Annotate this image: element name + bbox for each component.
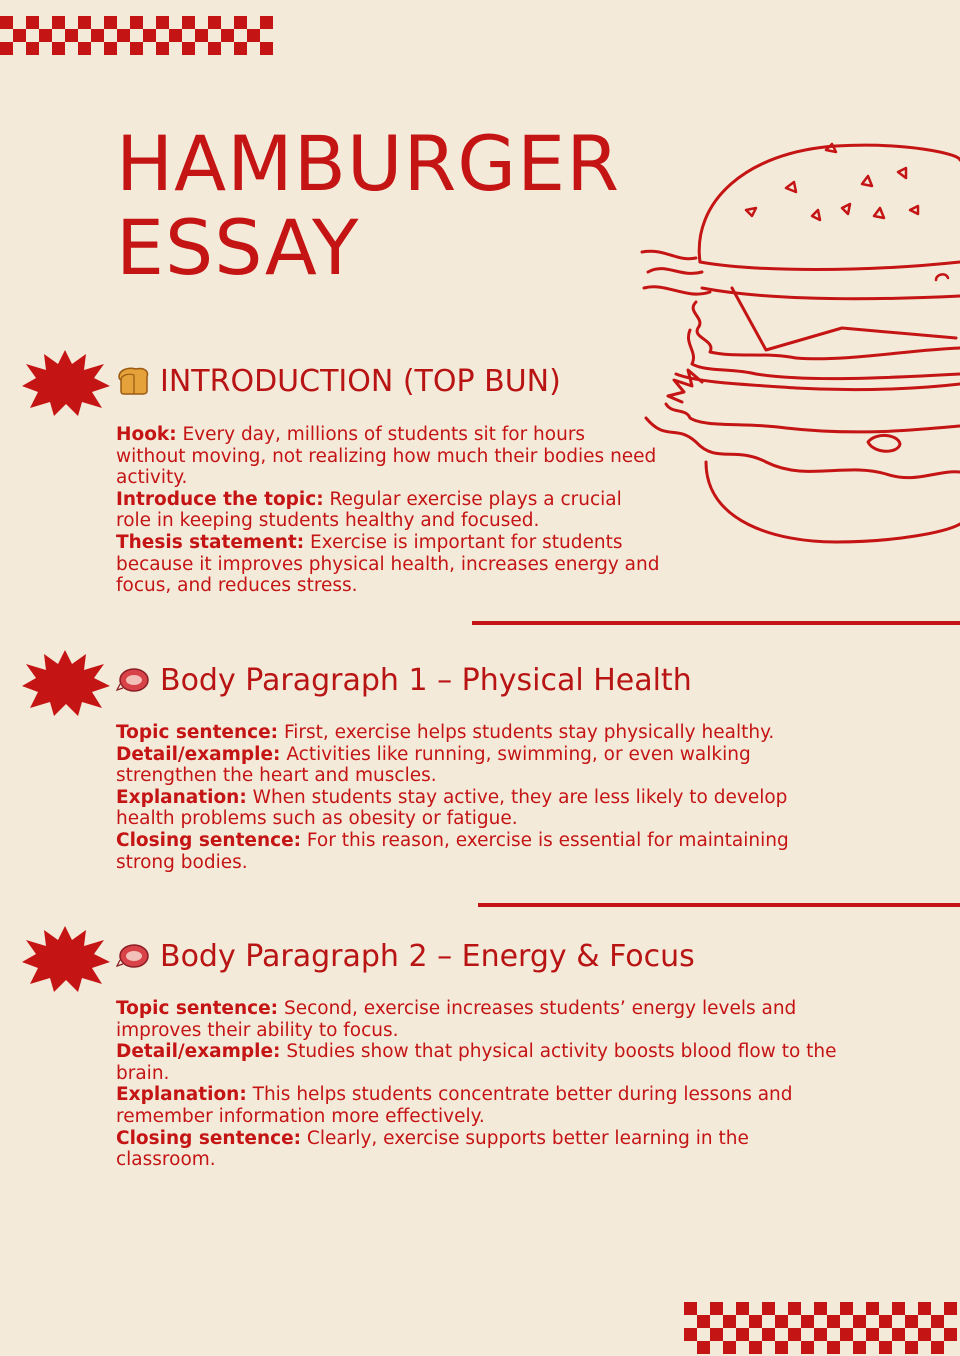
essay-line-thesis xyxy=(116,532,660,597)
essay-line-label: Closing sentence: xyxy=(116,1127,302,1149)
checker-square xyxy=(710,1315,723,1328)
bread-icon xyxy=(116,365,150,395)
checker-square xyxy=(684,1302,697,1315)
checker-square xyxy=(931,1341,944,1354)
essay-line-text: Studies show that physical activity boosts blood flow to the brain. xyxy=(116,1041,837,1084)
checker-square xyxy=(892,1341,905,1354)
checker-square xyxy=(892,1302,905,1315)
essay-line-explanation xyxy=(116,787,836,830)
essay-line-label: Hook: xyxy=(116,424,177,445)
checker-square xyxy=(221,16,234,29)
checker-square xyxy=(247,29,260,42)
checker-square xyxy=(182,16,195,29)
checker-square xyxy=(788,1328,801,1341)
checker-square xyxy=(879,1302,892,1315)
checker-square xyxy=(905,1315,918,1328)
checker-square xyxy=(736,1341,749,1354)
checker-square xyxy=(827,1302,840,1315)
checker-square xyxy=(749,1341,762,1354)
burst-icon xyxy=(20,924,110,994)
section-heading-introduction xyxy=(116,364,561,400)
checker-square xyxy=(684,1328,697,1341)
burst-icon xyxy=(20,648,110,718)
checker-square xyxy=(52,42,65,55)
section-divider xyxy=(472,621,960,625)
checker-square xyxy=(879,1341,892,1354)
checker-square xyxy=(182,42,195,55)
checker-square xyxy=(104,16,117,29)
section-heading-label: INTRODUCTION (TOP BUN) xyxy=(160,364,561,399)
checker-square xyxy=(736,1302,749,1315)
checker-square xyxy=(723,1341,736,1354)
essay-line-closing xyxy=(116,1128,846,1171)
checker-square xyxy=(195,42,208,55)
checker-square xyxy=(52,16,65,29)
essay-line-label: Topic sentence: xyxy=(116,998,279,1019)
essay-line-detail xyxy=(116,744,836,787)
checker-square xyxy=(39,29,52,42)
checker-square xyxy=(931,1328,944,1341)
section-body-introduction xyxy=(116,424,660,597)
checker-square xyxy=(697,1315,710,1328)
essay-line-hook xyxy=(116,424,660,489)
checker-square xyxy=(879,1315,892,1328)
essay-line-label: Thesis statement: xyxy=(116,531,305,553)
essay-line-text: Second, exercise increases students’ energy levels and improves their ability to focus. xyxy=(116,998,797,1041)
essay-line-label: Introduce the topic: xyxy=(116,488,324,510)
checker-square xyxy=(840,1302,853,1315)
checker-square xyxy=(762,1328,775,1341)
checker-square xyxy=(104,42,117,55)
checker-square xyxy=(91,16,104,29)
checker-square xyxy=(723,1302,736,1315)
checker-square xyxy=(684,1315,697,1328)
essay-line-detail xyxy=(116,1041,846,1084)
checker-square xyxy=(91,42,104,55)
checker-square xyxy=(814,1302,827,1315)
essay-line-text: Regular exercise plays a crucial role in keeping students healthy and focused. xyxy=(116,488,622,532)
checker-square xyxy=(944,1315,957,1328)
checker-square xyxy=(788,1315,801,1328)
checker-square xyxy=(234,16,247,29)
title-line-2: ESSAY xyxy=(116,203,360,292)
essay-line-text: Exercise is important for students because it improves physical health, increases energy and focus, and reduces stress. xyxy=(116,531,660,597)
essay-line-closing xyxy=(116,830,836,873)
essay-line-label: Explanation: xyxy=(116,786,247,808)
checker-square xyxy=(91,29,104,42)
checker-square xyxy=(814,1341,827,1354)
checker-square xyxy=(195,16,208,29)
checker-square xyxy=(52,29,65,42)
checker-square xyxy=(944,1341,957,1354)
checker-square xyxy=(260,16,273,29)
checker-square xyxy=(710,1328,723,1341)
checker-square xyxy=(918,1302,931,1315)
checker-square xyxy=(697,1328,710,1341)
checker-square xyxy=(840,1328,853,1341)
checker-square xyxy=(736,1328,749,1341)
checker-square xyxy=(801,1328,814,1341)
checker-square xyxy=(918,1341,931,1354)
checker-square xyxy=(260,42,273,55)
checker-square xyxy=(749,1302,762,1315)
checker-square xyxy=(749,1315,762,1328)
checker-square xyxy=(78,16,91,29)
essay-line-label: Explanation: xyxy=(116,1084,247,1106)
checker-square xyxy=(814,1315,827,1328)
checker-square xyxy=(853,1328,866,1341)
checker-square xyxy=(221,29,234,42)
checker-square xyxy=(905,1302,918,1315)
essay-line-text: First, exercise helps students stay physically healthy. xyxy=(278,722,775,743)
checker-square xyxy=(866,1341,879,1354)
essay-line-topic xyxy=(116,489,660,532)
checker-square xyxy=(143,42,156,55)
checker-banner-top xyxy=(0,16,273,55)
section-heading-label: Body Paragraph 2 – Energy & Focus xyxy=(160,939,695,974)
checker-square xyxy=(762,1341,775,1354)
checker-square xyxy=(13,16,26,29)
checker-square xyxy=(0,29,13,42)
checker-square xyxy=(749,1328,762,1341)
essay-line-label: Topic sentence: xyxy=(116,722,279,743)
checker-square xyxy=(801,1302,814,1315)
checker-square xyxy=(918,1328,931,1341)
checker-square xyxy=(710,1302,723,1315)
checker-square xyxy=(182,29,195,42)
checker-square xyxy=(0,16,13,29)
checker-square xyxy=(827,1328,840,1341)
essay-line-label: Closing sentence: xyxy=(116,829,302,851)
section-heading-label: Body Paragraph 1 – Physical Health xyxy=(160,663,692,698)
checker-square xyxy=(208,42,221,55)
checker-square xyxy=(39,42,52,55)
checker-square xyxy=(39,16,52,29)
meat-icon xyxy=(116,940,150,970)
checker-square xyxy=(260,29,273,42)
essay-line-label: Detail/example: xyxy=(116,1041,281,1063)
checker-square xyxy=(117,29,130,42)
checker-square xyxy=(130,16,143,29)
checker-square xyxy=(156,42,169,55)
checker-square xyxy=(827,1341,840,1354)
checker-square xyxy=(853,1315,866,1328)
checker-square xyxy=(723,1328,736,1341)
essay-line-topic xyxy=(116,722,836,744)
checker-square xyxy=(117,16,130,29)
checker-square xyxy=(169,16,182,29)
checker-square xyxy=(247,16,260,29)
checker-square xyxy=(814,1328,827,1341)
checker-square xyxy=(866,1328,879,1341)
checker-square xyxy=(156,29,169,42)
checker-square xyxy=(892,1328,905,1341)
checker-square xyxy=(208,16,221,29)
checker-square xyxy=(684,1341,697,1354)
checker-square xyxy=(944,1302,957,1315)
checker-square xyxy=(827,1315,840,1328)
checker-square xyxy=(247,42,260,55)
checker-square xyxy=(879,1328,892,1341)
essay-line-text: When students stay active, they are less likely to develop health problems such as obesity or fatigue. xyxy=(116,786,788,830)
checker-square xyxy=(840,1315,853,1328)
checker-square xyxy=(905,1341,918,1354)
checker-square xyxy=(801,1341,814,1354)
title-line-1: HAMBURGER xyxy=(116,119,621,208)
essay-line-text: Clearly, exercise supports better learning in the classroom. xyxy=(116,1127,749,1171)
checker-square xyxy=(892,1315,905,1328)
essay-line-label: Detail/example: xyxy=(116,743,281,765)
checker-square xyxy=(801,1315,814,1328)
checker-square xyxy=(944,1328,957,1341)
checker-square xyxy=(905,1328,918,1341)
checker-square xyxy=(26,29,39,42)
checker-square xyxy=(853,1302,866,1315)
checker-square xyxy=(736,1315,749,1328)
checker-square xyxy=(169,29,182,42)
page-title xyxy=(116,119,621,292)
essay-line-explanation xyxy=(116,1084,846,1127)
checker-square xyxy=(234,29,247,42)
checker-square xyxy=(918,1315,931,1328)
checker-square xyxy=(143,16,156,29)
checker-square xyxy=(26,16,39,29)
checker-square xyxy=(775,1315,788,1328)
checker-square xyxy=(221,42,234,55)
hamburger-illustration xyxy=(636,112,960,572)
checker-square xyxy=(775,1302,788,1315)
essay-line-topic xyxy=(116,998,846,1041)
essay-line-text: Activities like running, swimming, or even walking strengthen the heart and muscles. xyxy=(116,743,751,787)
checker-square xyxy=(78,29,91,42)
checker-square xyxy=(710,1341,723,1354)
checker-square xyxy=(130,29,143,42)
checker-square xyxy=(762,1315,775,1328)
checker-square xyxy=(840,1341,853,1354)
section-body-2 xyxy=(116,998,846,1171)
checker-square xyxy=(78,42,91,55)
checker-square xyxy=(208,29,221,42)
section-heading-body-2 xyxy=(116,939,695,975)
checker-square xyxy=(775,1328,788,1341)
checker-square xyxy=(0,42,13,55)
checker-square xyxy=(169,42,182,55)
essay-line-text: Every day, millions of students sit for hours without moving, not realizing how much their bodies need activity. xyxy=(116,424,657,489)
meat-icon xyxy=(116,664,150,694)
checker-square xyxy=(13,29,26,42)
checker-square xyxy=(234,42,247,55)
checker-square xyxy=(195,29,208,42)
checker-square xyxy=(143,29,156,42)
checker-square xyxy=(931,1315,944,1328)
checker-square xyxy=(65,42,78,55)
checker-square xyxy=(866,1315,879,1328)
checker-square xyxy=(117,42,130,55)
essay-line-text: This helps students concentrate better during lessons and remember information more effectively. xyxy=(116,1084,793,1127)
section-divider xyxy=(478,903,960,907)
checker-square xyxy=(788,1302,801,1315)
checker-square xyxy=(65,29,78,42)
essay-line-text: For this reason, exercise is essential for maintaining strong bodies. xyxy=(116,829,789,873)
checker-square xyxy=(26,42,39,55)
checker-square xyxy=(697,1302,710,1315)
checker-square xyxy=(866,1302,879,1315)
checker-square xyxy=(853,1341,866,1354)
section-heading-body-1 xyxy=(116,663,692,699)
checker-square xyxy=(697,1341,710,1354)
checker-square xyxy=(65,16,78,29)
burst-icon xyxy=(20,348,110,418)
checker-square xyxy=(13,42,26,55)
checker-square xyxy=(104,29,117,42)
checker-square xyxy=(156,16,169,29)
checker-square xyxy=(788,1341,801,1354)
checker-square xyxy=(931,1302,944,1315)
checker-square xyxy=(130,42,143,55)
checker-square xyxy=(723,1315,736,1328)
checker-square xyxy=(775,1341,788,1354)
section-body-1 xyxy=(116,722,836,873)
checker-banner-bottom xyxy=(684,1302,957,1354)
checker-square xyxy=(762,1302,775,1315)
